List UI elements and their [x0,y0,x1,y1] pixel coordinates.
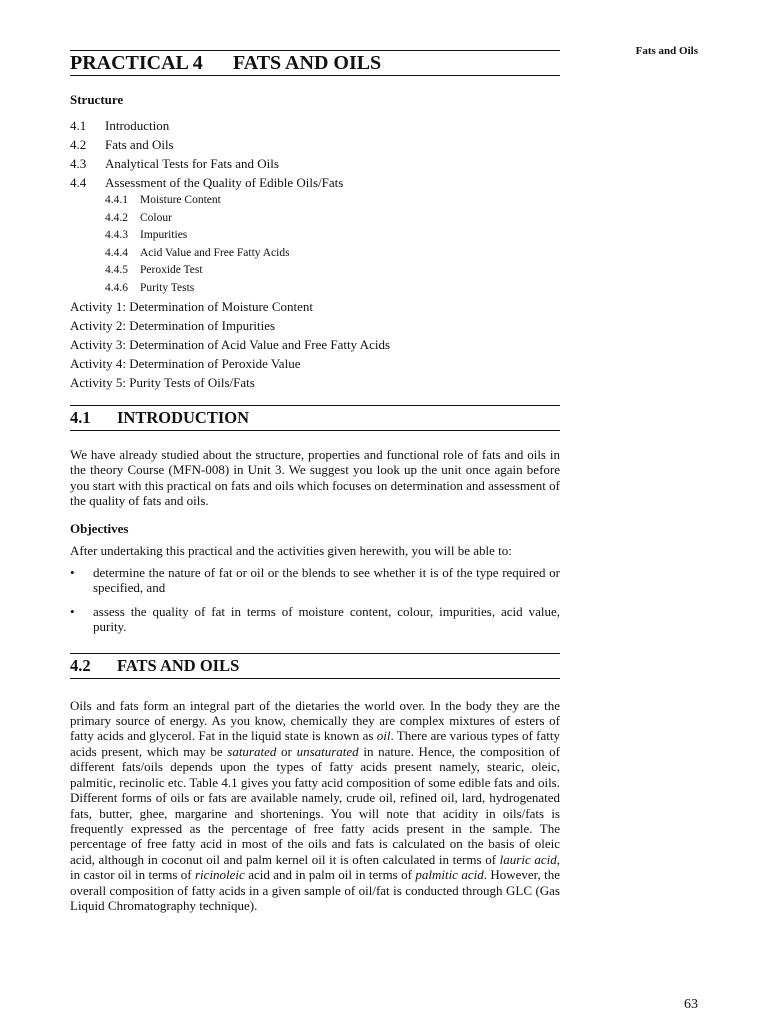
chapter-number: PRACTICAL 4 [70,52,203,74]
objectives-list [70,565,560,635]
fats-and-oils-paragraph: Oils and fats form an integral part of the dietaries the world over. In the body they are the primary source of energy. As you know, chemically they are complex mixtures of esters of fatty acids and glycerol. Fat in the liquid state is known as oil. There are various types of fatty acids present, which may be saturated or unsaturated in nature. Hence, the composition of different fats/oils depends upon the types of fatty acids present namely, stearic, oleic, palmitic, recinolic etc. Table 4.1 gives you fatty acid composition of some edible fats and oils. Different forms of oils or fats are available namely, crude oil, refined oil, lard, hydrogenated fats, butter, ghee, margarine and shortenings. You will note that acidity in oils/fats is frequently expressed as the percentage of free fatty acids present in the sample. The percentage of free fatty acid in most of the oils and fats is calculated on the basis of oleic acid, although in coconut oil and palm kernel oil it is often calculated in terms of lauric acid, in castor oil in terms of ricinoleic acid and in palm oil in terms of palmitic acid. However, the overall composition of fatty acids in a given sample of oil/fat is conducted through GLC (Gas Liquid Chromatography technique). [70,697,560,913]
running-head: Fats and Oils [635,45,698,57]
structure-heading: Structure [70,92,124,107]
toc-subitem: 4.4.1 Moisture Content [105,194,221,206]
list-item: • determine the nature of fat or oil or the blends to see whether it is of the type required or specified, and [70,565,560,596]
toc-activity: Activity 2: Determination of Impurities [70,318,276,333]
toc-item: 4.3 Analytical Tests for Fats and Oils [70,156,279,171]
toc-activity: Activity 4: Determination of Peroxide Value [70,356,301,371]
introduction-paragraph: We have already studied about the structure, properties and functional role of fats and oils in the theory Course (MFN-008) in Unit 3. We suggest you look up the unit once again before you start with this practical on fats and oils which focuses on determination and assessment of the quality of fats and oils. [70,447,560,509]
toc-subitem: 4.4.5 Peroxide Test [105,264,203,276]
chapter-title-text: FATS AND OILS [233,52,382,74]
objectives-heading: Objectives [70,520,129,536]
bullet-icon: • [70,603,75,619]
toc-item: 4.2 Fats and Oils [70,137,174,152]
toc-activity: Activity 1: Determination of Moisture Content [70,299,313,314]
chapter-title [70,50,560,76]
toc-item: 4.4 Assessment of the Quality of Edible Oils/Fats [70,175,344,190]
toc-subitem: 4.4.2 Colour [105,211,172,224]
toc-item: 4.1 Introduction [70,118,170,133]
page-number: 63 [684,997,698,1012]
toc-subitem: 4.4.4 Acid Value and Free Fatty Acids [105,246,290,259]
objectives-lead: After undertaking this practical and the activities given herewith, you will be able to: [70,542,512,558]
list-item: • assess the quality of fat in terms of moisture content, colour, impurities, acid value, purity. [70,603,560,635]
page-content [70,50,560,913]
toc-subitem: 4.4.3 Impurities [105,229,188,241]
table-of-contents [70,116,560,392]
section-heading-fats-and-oils: 4.2 FATS AND OILS [70,653,560,679]
section-heading-introduction: 4.1 INTRODUCTION [70,405,560,431]
toc-activity: Activity 3: Determination of Acid Value and Free Fatty Acids [70,337,391,352]
toc-activity: Activity 5: Purity Tests of Oils/Fats [70,375,255,390]
toc-subitem: 4.4.6 Purity Tests [105,281,195,294]
bullet-icon: • [70,565,75,581]
